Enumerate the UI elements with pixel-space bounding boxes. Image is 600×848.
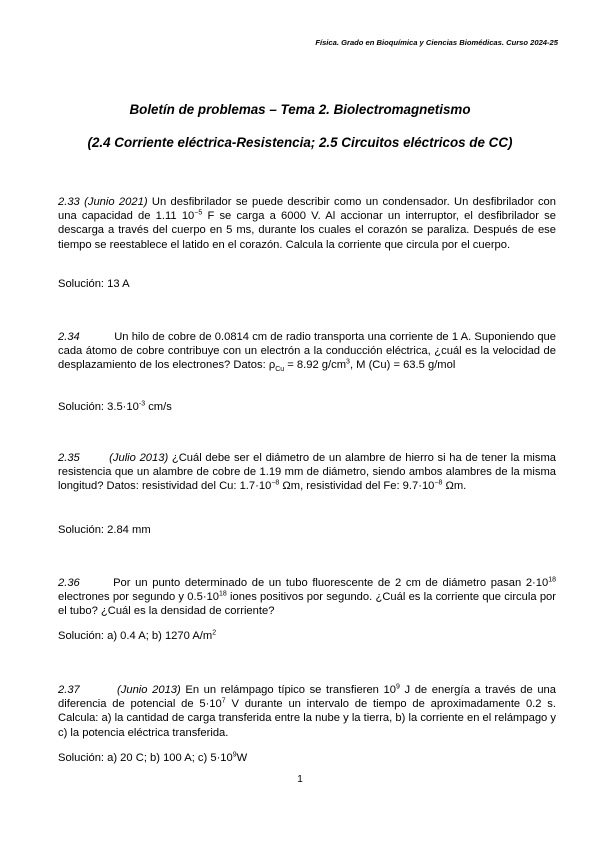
solution-2-36	[58, 630, 216, 642]
solution-text: Solución: a) 0.4 A; b) 1270 A/m	[58, 630, 213, 642]
exponent: 9	[395, 683, 400, 691]
exponent: −8	[271, 479, 280, 487]
exponent: 18	[548, 576, 557, 584]
problem-text: , M (Cu) = 63.5 g/mol	[349, 359, 456, 372]
problem-text: F se carga a 6000 V. Al accionar un interruptor, el desfibrilador se descarga a través del cuerpo en 5 ms, durante los cuales el corazón se paraliza. Después de ese tiempo se reestablece el latido en el corazón. Calcula la corriente que circula por el cuerpo.	[58, 210, 556, 251]
solution-2-35: Solución: 2.84 mm	[58, 524, 151, 536]
problem-number: 2.36	[58, 577, 80, 589]
problem-number: 2.35	[58, 452, 80, 464]
problem-text: Ωm, resistividad del Fe: 9.7·10	[279, 480, 435, 493]
solution-2-33: Solución: 13 A	[58, 278, 130, 290]
solution-text: Solución: 3.5·10	[58, 401, 139, 413]
exponent: -3	[138, 400, 146, 408]
exponent: 3	[346, 358, 350, 366]
problem-text: J de energía a través de una diferencia de potencial de 5·10	[58, 684, 556, 711]
problem-text: = 8.92 g/cm	[284, 359, 347, 372]
exponent: 7	[221, 697, 226, 705]
problem-text: electrones por segundo y 0.5·10	[58, 591, 219, 604]
page-title: Boletín de problemas – Tema 2. Biolectromagnetismo	[129, 102, 471, 117]
subscript: Cu	[275, 366, 285, 374]
problem-2-37	[58, 683, 556, 740]
exponent: 18	[219, 590, 227, 598]
problem-source: (Junio 2021)	[84, 196, 148, 208]
exponent: 9	[232, 751, 237, 759]
problem-source: (Julio 2013)	[109, 452, 169, 464]
exponent: −8	[434, 479, 443, 487]
problem-text: Un desfibrilador se puede describir como un condensador. Un desfibrilador con una capacidad de 1.11 10	[58, 196, 556, 223]
solution-2-37	[58, 752, 247, 764]
exponent: −5	[194, 209, 203, 217]
problem-2-33	[58, 195, 556, 252]
page-number: 1	[297, 774, 303, 785]
problem-text: V durante un intervalo de tiempo de aproximadamente 0.2 s. Calcula: a) la cantidad de carga transferida entre la nube y la tierra, b) la corriente en el relámpago y c) la potencia eléctrica transferida.	[58, 698, 556, 739]
problem-text: Ωm.	[442, 480, 467, 493]
problem-text: ¿Cuál debe ser el diámetro de un alambre de hierro si ha de tener la misma resistencia que un alambre de cobre de 1.19 mm de diámetro, siendo ambos alambres de la misma longitud? Datos: resistividad del Cu: 1.7·10	[58, 452, 557, 493]
problem-source: (Junio 2013)	[117, 684, 181, 696]
problem-text: iones positivos por segundo. ¿Cuál es la corriente que circula por el tubo? ¿Cuál es la densidad de corriente?	[58, 591, 556, 618]
problem-2-36	[58, 576, 556, 619]
solution-text: W	[236, 752, 248, 764]
problem-2-35	[58, 451, 556, 494]
problem-text: Por un punto determinado de un tubo fluorescente de 2 cm de diámetro pasan 2·10	[113, 577, 549, 589]
page-subtitle: (2.4 Corriente eléctrica-Resistencia; 2.5 Circuitos eléctricos de CC)	[87, 135, 513, 150]
problem-number: 2.34	[58, 331, 80, 343]
problem-number: 2.37	[58, 684, 80, 696]
document-header: Física. Grado en Bioquímica y Ciencias Biomédicas. Curso 2024-25	[315, 38, 558, 47]
solution-text: Solución: a) 20 C; b) 100 A; c) 5·10	[58, 752, 233, 764]
problem-text: Un hilo de cobre de 0.0814 cm de radio transporta una corriente de 1 A. Suponiendo que cada átomo de cobre contribuye con un electrón a la conducción eléctrica, ¿cuál es la velocidad de desplazamiento de los electrones? Datos: ρ	[58, 331, 557, 372]
exponent: 2	[212, 629, 217, 637]
problem-number: 2.33	[58, 196, 80, 208]
solution-text: cm/s	[145, 401, 172, 413]
problem-2-34	[58, 330, 556, 373]
solution-2-34	[58, 401, 172, 413]
problem-text: En un relámpago típico se transfieren 10	[185, 684, 396, 696]
